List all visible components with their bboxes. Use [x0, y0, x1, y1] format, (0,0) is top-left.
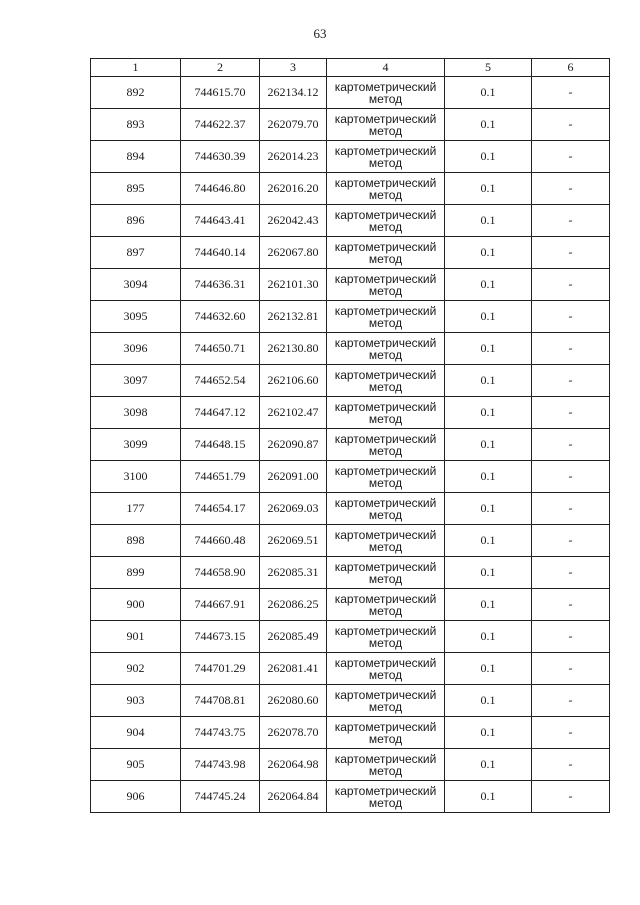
table-row [91, 77, 610, 109]
accuracy-cell: 0.1 [445, 461, 532, 493]
x-coordinate-cell: 744701.29 [181, 653, 260, 685]
table-row [91, 173, 610, 205]
table-row [91, 589, 610, 621]
table-row [91, 717, 610, 749]
accuracy-cell: 0.1 [445, 685, 532, 717]
point-number-cell: 3097 [91, 365, 181, 397]
table-body [91, 77, 610, 813]
table-row [91, 237, 610, 269]
method-line-1: картометрический [334, 623, 437, 638]
method-line-2: метод [368, 603, 403, 618]
method-line-1: картометрический [334, 367, 437, 382]
method-cell [327, 429, 445, 461]
y-coordinate-cell: 262014.23 [260, 141, 327, 173]
method-line-1: картометрический [334, 463, 437, 478]
note-cell: - [532, 141, 610, 173]
note-cell: - [532, 269, 610, 301]
y-coordinate-cell: 262079.70 [260, 109, 327, 141]
method-line-2: метод [368, 155, 403, 170]
method-line-2: метод [368, 347, 403, 362]
method-cell [327, 621, 445, 653]
y-coordinate-cell: 262078.70 [260, 717, 327, 749]
method-line-2: метод [368, 763, 403, 778]
accuracy-cell: 0.1 [445, 269, 532, 301]
point-number-cell: 3094 [91, 269, 181, 301]
point-number-cell: 900 [91, 589, 181, 621]
table-row [91, 749, 610, 781]
column-header-4: 4 [327, 59, 445, 77]
method-line-1: картометрический [334, 143, 437, 158]
table-row [91, 205, 610, 237]
method-line-1: картометрический [334, 399, 437, 414]
point-number-cell: 905 [91, 749, 181, 781]
method-line-1: картометрический [334, 559, 437, 574]
point-number-cell: 3099 [91, 429, 181, 461]
header-row [91, 59, 610, 77]
x-coordinate-cell: 744660.48 [181, 525, 260, 557]
method-line-1: картометрический [334, 751, 437, 766]
method-line-1: картометрический [334, 655, 437, 670]
y-coordinate-cell: 262130.80 [260, 333, 327, 365]
accuracy-cell: 0.1 [445, 237, 532, 269]
x-coordinate-cell: 744708.81 [181, 685, 260, 717]
accuracy-cell: 0.1 [445, 781, 532, 813]
x-coordinate-cell: 744745.24 [181, 781, 260, 813]
point-number-cell: 177 [91, 493, 181, 525]
method-line-2: метод [368, 795, 403, 810]
method-cell [327, 269, 445, 301]
note-cell: - [532, 301, 610, 333]
y-coordinate-cell: 262069.03 [260, 493, 327, 525]
note-cell: - [532, 333, 610, 365]
y-coordinate-cell: 262069.51 [260, 525, 327, 557]
point-number-cell: 3095 [91, 301, 181, 333]
page-number: 63 [313, 26, 327, 41]
table-row [91, 781, 610, 813]
note-cell: - [532, 205, 610, 237]
method-cell [327, 237, 445, 269]
note-cell: - [532, 621, 610, 653]
method-line-1: картометрический [334, 207, 437, 222]
table-row [91, 493, 610, 525]
table-row [91, 429, 610, 461]
table-row [91, 109, 610, 141]
method-line-1: картометрический [334, 719, 437, 734]
table-row [91, 685, 610, 717]
method-cell [327, 141, 445, 173]
point-number-cell: 3098 [91, 397, 181, 429]
method-line-2: метод [368, 731, 403, 746]
table-row [91, 653, 610, 685]
note-cell: - [532, 685, 610, 717]
method-line-2: метод [368, 123, 403, 138]
method-line-2: метод [368, 411, 403, 426]
point-number-cell: 898 [91, 525, 181, 557]
note-cell: - [532, 397, 610, 429]
y-coordinate-cell: 262101.30 [260, 269, 327, 301]
column-header-6: 6 [532, 59, 610, 77]
method-line-2: метод [368, 539, 403, 554]
method-line-2: метод [368, 219, 403, 234]
note-cell: - [532, 525, 610, 557]
x-coordinate-cell: 744658.90 [181, 557, 260, 589]
y-coordinate-cell: 262106.60 [260, 365, 327, 397]
accuracy-cell: 0.1 [445, 141, 532, 173]
note-cell: - [532, 653, 610, 685]
accuracy-cell: 0.1 [445, 621, 532, 653]
table-row [91, 365, 610, 397]
method-line-2: метод [368, 251, 403, 266]
y-coordinate-cell: 262091.00 [260, 461, 327, 493]
method-line-2: метод [368, 443, 403, 458]
method-line-1: картометрический [334, 111, 437, 126]
note-cell: - [532, 109, 610, 141]
point-number-cell: 895 [91, 173, 181, 205]
method-line-2: метод [368, 187, 403, 202]
point-number-cell: 904 [91, 717, 181, 749]
point-number-cell: 894 [91, 141, 181, 173]
y-coordinate-cell: 262081.41 [260, 653, 327, 685]
y-coordinate-cell: 262090.87 [260, 429, 327, 461]
accuracy-cell: 0.1 [445, 77, 532, 109]
y-coordinate-cell: 262016.20 [260, 173, 327, 205]
method-line-2: метод [368, 667, 403, 682]
method-cell [327, 717, 445, 749]
note-cell: - [532, 717, 610, 749]
method-cell [327, 77, 445, 109]
table-row [91, 333, 610, 365]
point-number-cell: 3096 [91, 333, 181, 365]
point-number-cell: 897 [91, 237, 181, 269]
note-cell: - [532, 365, 610, 397]
method-line-1: картометрический [334, 431, 437, 446]
method-cell [327, 557, 445, 589]
point-number-cell: 901 [91, 621, 181, 653]
accuracy-cell: 0.1 [445, 397, 532, 429]
accuracy-cell: 0.1 [445, 429, 532, 461]
column-header-3: 3 [260, 59, 327, 77]
table-header [91, 59, 610, 77]
method-cell [327, 109, 445, 141]
method-line-2: метод [368, 283, 403, 298]
method-line-2: метод [368, 571, 403, 586]
column-header-5: 5 [445, 59, 532, 77]
x-coordinate-cell: 744743.98 [181, 749, 260, 781]
method-line-1: картометрический [334, 271, 437, 286]
accuracy-cell: 0.1 [445, 365, 532, 397]
y-coordinate-cell: 262064.84 [260, 781, 327, 813]
method-cell [327, 333, 445, 365]
method-line-2: метод [368, 635, 403, 650]
method-line-1: картометрический [334, 687, 437, 702]
table-row [91, 621, 610, 653]
note-cell: - [532, 589, 610, 621]
point-number-cell: 893 [91, 109, 181, 141]
y-coordinate-cell: 262064.98 [260, 749, 327, 781]
method-cell [327, 205, 445, 237]
x-coordinate-cell: 744630.39 [181, 141, 260, 173]
accuracy-cell: 0.1 [445, 301, 532, 333]
note-cell: - [532, 461, 610, 493]
point-number-cell: 892 [91, 77, 181, 109]
accuracy-cell: 0.1 [445, 173, 532, 205]
y-coordinate-cell: 262134.12 [260, 77, 327, 109]
method-line-1: картометрический [334, 303, 437, 318]
x-coordinate-cell: 744654.17 [181, 493, 260, 525]
point-number-cell: 896 [91, 205, 181, 237]
point-number-cell: 899 [91, 557, 181, 589]
column-header-2: 2 [181, 59, 260, 77]
x-coordinate-cell: 744648.15 [181, 429, 260, 461]
x-coordinate-cell: 744640.14 [181, 237, 260, 269]
x-coordinate-cell: 744743.75 [181, 717, 260, 749]
method-line-1: картометрический [334, 239, 437, 254]
accuracy-cell: 0.1 [445, 333, 532, 365]
method-line-1: картометрический [334, 335, 437, 350]
point-number-cell: 906 [91, 781, 181, 813]
accuracy-cell: 0.1 [445, 109, 532, 141]
x-coordinate-cell: 744636.31 [181, 269, 260, 301]
accuracy-cell: 0.1 [445, 749, 532, 781]
y-coordinate-cell: 262132.81 [260, 301, 327, 333]
y-coordinate-cell: 262085.49 [260, 621, 327, 653]
table-row [91, 301, 610, 333]
y-coordinate-cell: 262085.31 [260, 557, 327, 589]
coordinates-table [90, 58, 610, 813]
note-cell: - [532, 781, 610, 813]
method-line-1: картометрический [334, 175, 437, 190]
table-row [91, 525, 610, 557]
x-coordinate-cell: 744650.71 [181, 333, 260, 365]
table-row [91, 141, 610, 173]
method-line-2: метод [368, 91, 403, 106]
method-cell [327, 397, 445, 429]
note-cell: - [532, 749, 610, 781]
table-row [91, 557, 610, 589]
x-coordinate-cell: 744652.54 [181, 365, 260, 397]
method-line-2: метод [368, 507, 403, 522]
table-row [91, 461, 610, 493]
method-cell [327, 301, 445, 333]
accuracy-cell: 0.1 [445, 557, 532, 589]
y-coordinate-cell: 262080.60 [260, 685, 327, 717]
method-cell [327, 461, 445, 493]
method-cell [327, 493, 445, 525]
x-coordinate-cell: 744643.41 [181, 205, 260, 237]
note-cell: - [532, 77, 610, 109]
method-cell [327, 685, 445, 717]
method-line-1: картометрический [334, 527, 437, 542]
method-cell [327, 365, 445, 397]
x-coordinate-cell: 744615.70 [181, 77, 260, 109]
accuracy-cell: 0.1 [445, 205, 532, 237]
x-coordinate-cell: 744646.80 [181, 173, 260, 205]
method-line-2: метод [368, 315, 403, 330]
method-cell [327, 781, 445, 813]
x-coordinate-cell: 744667.91 [181, 589, 260, 621]
method-cell [327, 749, 445, 781]
accuracy-cell: 0.1 [445, 525, 532, 557]
method-cell [327, 173, 445, 205]
method-cell [327, 525, 445, 557]
y-coordinate-cell: 262067.80 [260, 237, 327, 269]
accuracy-cell: 0.1 [445, 717, 532, 749]
note-cell: - [532, 429, 610, 461]
method-line-2: метод [368, 379, 403, 394]
x-coordinate-cell: 744647.12 [181, 397, 260, 429]
method-cell [327, 589, 445, 621]
method-line-1: картометрический [334, 591, 437, 606]
method-line-2: метод [368, 699, 403, 714]
note-cell: - [532, 237, 610, 269]
accuracy-cell: 0.1 [445, 653, 532, 685]
method-line-1: картометрический [334, 783, 437, 798]
method-line-1: картометрический [334, 495, 437, 510]
x-coordinate-cell: 744622.37 [181, 109, 260, 141]
accuracy-cell: 0.1 [445, 589, 532, 621]
note-cell: - [532, 173, 610, 205]
y-coordinate-cell: 262086.25 [260, 589, 327, 621]
y-coordinate-cell: 262102.47 [260, 397, 327, 429]
point-number-cell: 903 [91, 685, 181, 717]
point-number-cell: 3100 [91, 461, 181, 493]
note-cell: - [532, 557, 610, 589]
x-coordinate-cell: 744673.15 [181, 621, 260, 653]
table-row [91, 397, 610, 429]
accuracy-cell: 0.1 [445, 493, 532, 525]
method-line-1: картометрический [334, 79, 437, 94]
note-cell: - [532, 493, 610, 525]
table-row [91, 269, 610, 301]
x-coordinate-cell: 744651.79 [181, 461, 260, 493]
method-cell [327, 653, 445, 685]
method-line-2: метод [368, 475, 403, 490]
point-number-cell: 902 [91, 653, 181, 685]
column-header-1: 1 [91, 59, 181, 77]
x-coordinate-cell: 744632.60 [181, 301, 260, 333]
y-coordinate-cell: 262042.43 [260, 205, 327, 237]
